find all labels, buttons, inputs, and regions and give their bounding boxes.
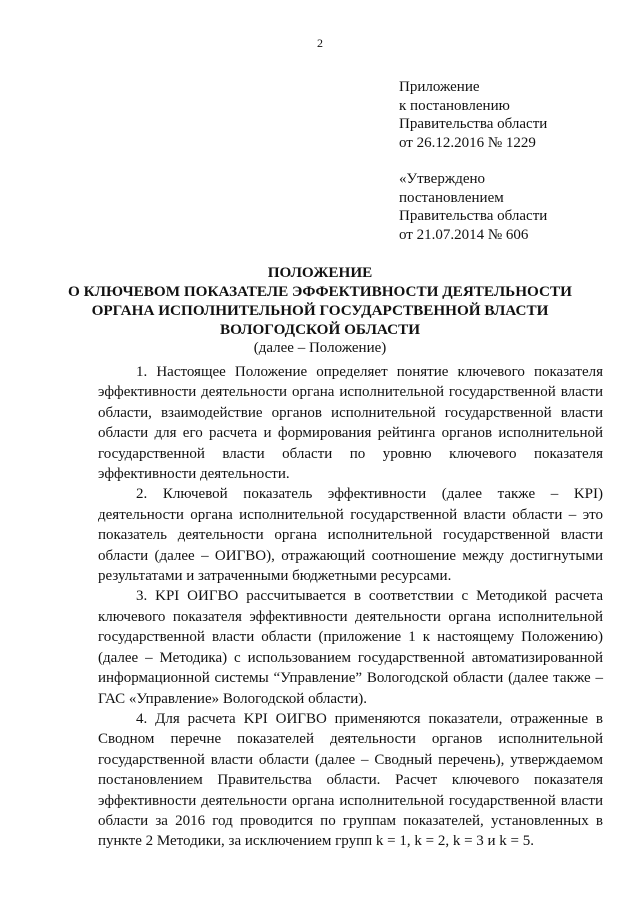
title-line: О КЛЮЧЕВОМ ПОКАЗАТЕЛЕ ЭФФЕКТИВНОСТИ ДЕЯТЕЛЬНОСТИ <box>68 283 572 300</box>
paragraph: 4. Для расчета KPI ОИГВО применяются показатели, отраженные в Сводном перечне показателей деятельности органов исполнительной государственной власти области (далее – Сводный перечень), утверждаемом постановлением Правительства области. Расчет ключевого показателя эффективности деятельности органа исполнительной государственной власти области за 2016 год проводится по группам показателей, установленных в пункте 2 Методики, за исключением групп k = 1, k = 2, k = 3 и k = 5. <box>98 710 603 850</box>
document-title <box>0 263 640 358</box>
approved-line: от 21.07.2014 № 606 <box>399 226 529 243</box>
approved-line: постановлением <box>399 189 504 206</box>
annex-line: Правительства области <box>399 116 548 133</box>
title-line: ОРГАНА ИСПОЛНИТЕЛЬНОЙ ГОСУДАРСТВЕННОЙ ВЛАСТИ <box>91 302 549 319</box>
annex-line: к постановлению <box>399 97 510 114</box>
approved-line: «Утверждено <box>399 171 486 187</box>
document-body <box>98 362 603 852</box>
approved-header <box>399 170 629 244</box>
annex-header <box>399 78 629 152</box>
page-number: 2 <box>317 36 323 50</box>
annex-line: Приложение <box>399 79 480 95</box>
annex-line: от 26.12.2016 № 1229 <box>399 134 536 151</box>
paragraph: 3. KPI ОИГВО рассчитывается в соответствии с Методикой расчета ключевого показателя эффективности деятельности органа исполнительной государственной власти области (приложение 1 к настоящему Положению) (далее – Методика) с использованием государственной автоматизированной информационной системы “Управление” Вологодской области (далее также – ГАС «Управление» Вологодской области). <box>98 588 603 707</box>
paragraph: 2. Ключевой показатель эффективности (далее также – KPI) деятельности органа исполнительной государственной власти области – это показатель деятельности органа исполнительной государственной власти области (далее – ОИГВО), отражающий соотношение между достигнутыми результатами и затраченными бюджетными ресурсами. <box>98 486 603 585</box>
title-line: ВОЛОГОДСКОЙ ОБЛАСТИ <box>219 321 421 338</box>
title-line: ПОЛОЖЕНИЕ <box>267 264 373 281</box>
paragraph: 1. Настоящее Положение определяет понятие ключевого показателя эффективности деятельности органа исполнительной государственной власти области, взаимодействие органов исполнительной государственной власти области для его расчета и формирования рейтинга органов исполнительной государственной власти области по уровню ключевого показателя эффективности деятельности. <box>98 364 603 483</box>
approved-line: Правительства области <box>399 208 548 225</box>
document-subtitle: (далее – Положение) <box>253 340 387 356</box>
